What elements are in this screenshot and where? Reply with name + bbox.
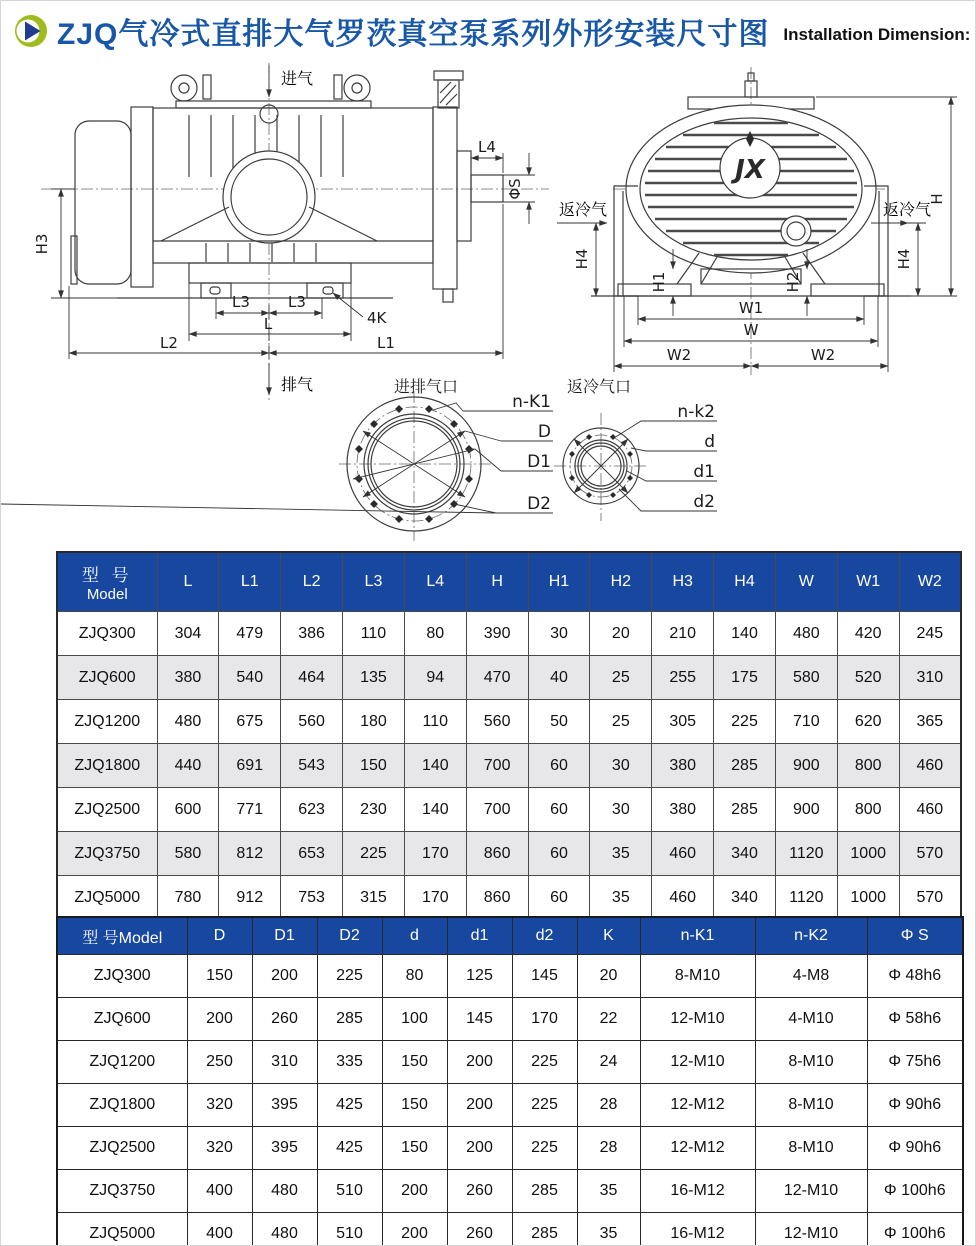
flange-return-title: 返冷气口	[567, 377, 632, 396]
dim-label-h2: H2	[784, 271, 802, 293]
value-cell: 94	[404, 656, 466, 700]
value-cell: 580	[157, 832, 219, 876]
flange-inout-title: 进排气口	[393, 377, 459, 396]
dim-label-w: W	[743, 321, 759, 339]
table-row	[57, 1084, 963, 1127]
dim-label-l4: L4	[478, 138, 496, 156]
end-view-drawing	[557, 67, 957, 375]
value-cell: 260	[252, 998, 317, 1041]
value-cell: 245	[899, 612, 961, 656]
value-cell: 40	[528, 656, 590, 700]
value-cell: 460	[899, 744, 961, 788]
value-cell: 540	[219, 656, 281, 700]
value-cell: 60	[528, 744, 590, 788]
value-cell: 395	[252, 1127, 317, 1170]
value-cell: 260	[447, 1170, 512, 1213]
value-cell: 30	[590, 788, 652, 832]
value-cell: 150	[187, 955, 252, 998]
table2-header-row	[57, 917, 963, 955]
value-cell: 860	[466, 832, 528, 876]
value-cell: 225	[714, 700, 776, 744]
value-cell: 12-M12	[640, 1084, 755, 1127]
table-row	[57, 1127, 963, 1170]
value-cell: 12-M12	[640, 1127, 755, 1170]
t1-column-header: L4	[404, 552, 466, 612]
value-cell: 8-M10	[755, 1127, 867, 1170]
value-cell: 653	[281, 832, 343, 876]
value-cell: 1120	[775, 832, 837, 876]
value-cell: 255	[652, 656, 714, 700]
value-cell: 150	[382, 1041, 447, 1084]
flange-inout-d-label: D	[537, 422, 551, 442]
t2-column-header: d1	[447, 917, 512, 955]
dim-label-return-air-left: 返冷气	[559, 200, 608, 219]
t1-column-header: H2	[590, 552, 652, 612]
dim-label-h1: H1	[650, 271, 668, 293]
value-cell: 150	[343, 744, 405, 788]
value-cell: 24	[577, 1041, 640, 1084]
value-cell: 310	[899, 656, 961, 700]
dim-label-exhaust: 排气	[281, 375, 314, 394]
value-cell: 16-M12	[640, 1170, 755, 1213]
value-cell: 479	[219, 612, 281, 656]
table-row	[57, 744, 961, 788]
value-cell: 225	[512, 1084, 577, 1127]
value-cell: 1120	[775, 876, 837, 921]
value-cell: 510	[317, 1170, 382, 1213]
value-cell: 12-M10	[640, 1041, 755, 1084]
value-cell: 8-M10	[755, 1084, 867, 1127]
value-cell: 140	[404, 744, 466, 788]
dim-label-h4-right: H4	[895, 248, 913, 270]
value-cell: 12-M10	[640, 998, 755, 1041]
t2-column-header: D2	[317, 917, 382, 955]
page-title-en: Installation Dimension:	[783, 25, 971, 44]
t2-column-header: K	[577, 917, 640, 955]
table-row	[57, 1041, 963, 1084]
value-cell: 425	[317, 1127, 382, 1170]
table1-header-row	[57, 552, 961, 612]
value-cell: 135	[343, 656, 405, 700]
t1-column-header: L1	[219, 552, 281, 612]
dim-label-intake: 进气	[281, 69, 314, 88]
value-cell: 304	[157, 612, 219, 656]
value-cell: 600	[157, 788, 219, 832]
value-cell: 22	[577, 998, 640, 1041]
dim-label-h3: H3	[33, 233, 51, 255]
value-cell: 200	[447, 1084, 512, 1127]
value-cell: 800	[837, 788, 899, 832]
value-cell: 305	[652, 700, 714, 744]
value-cell: 520	[837, 656, 899, 700]
value-cell: 60	[528, 832, 590, 876]
value-cell: 30	[528, 612, 590, 656]
value-cell: 8-M10	[755, 1041, 867, 1084]
value-cell: 771	[219, 788, 281, 832]
t1-column-header: W1	[837, 552, 899, 612]
value-cell: 812	[219, 832, 281, 876]
dim-label-return-air-right: 返冷气	[882, 200, 931, 219]
value-cell: 470	[466, 656, 528, 700]
flange-diagram-return	[554, 377, 717, 521]
page-title: ZJQ气冷式直排大气罗茨真空泵系列外形安装尺寸图	[57, 18, 770, 51]
value-cell: 460	[652, 832, 714, 876]
value-cell: 340	[714, 832, 776, 876]
value-cell: 8-M10	[640, 955, 755, 998]
value-cell: 20	[590, 612, 652, 656]
value-cell: 100	[382, 998, 447, 1041]
t1-column-header: L3	[343, 552, 405, 612]
model-cell: ZJQ300	[57, 955, 187, 998]
value-cell: 200	[382, 1213, 447, 1246]
value-cell: 620	[837, 700, 899, 744]
relief-valve	[434, 71, 463, 108]
value-cell: 25	[590, 656, 652, 700]
value-cell: Φ 75h6	[867, 1041, 963, 1084]
dim-label-4k: 4K	[367, 309, 387, 327]
value-cell: 675	[219, 700, 281, 744]
value-cell: 710	[775, 700, 837, 744]
value-cell: 320	[187, 1127, 252, 1170]
value-cell: 400	[187, 1213, 252, 1246]
value-cell: 780	[157, 876, 219, 921]
value-cell: 380	[652, 744, 714, 788]
dim-label-l: L	[263, 315, 273, 333]
value-cell: Φ 100h6	[867, 1170, 963, 1213]
value-cell: 80	[382, 955, 447, 998]
table-row	[57, 788, 961, 832]
value-cell: 480	[252, 1170, 317, 1213]
emblem-text: JX	[735, 155, 765, 185]
value-cell: 480	[775, 612, 837, 656]
dim-label-phi-s: ΦS	[506, 178, 524, 200]
value-cell: 145	[512, 955, 577, 998]
table-row	[57, 656, 961, 700]
value-cell: 60	[528, 788, 590, 832]
dim-label-l2: L2	[160, 334, 178, 352]
table-row	[57, 612, 961, 656]
t2-model-header: 型 号Model	[57, 917, 187, 955]
value-cell: 700	[466, 788, 528, 832]
value-cell: 25	[590, 700, 652, 744]
value-cell: 170	[512, 998, 577, 1041]
value-cell: Φ 58h6	[867, 998, 963, 1041]
table-row	[57, 1170, 963, 1213]
value-cell: 200	[252, 955, 317, 998]
value-cell: 900	[775, 788, 837, 832]
value-cell: 16-M12	[640, 1213, 755, 1246]
model-cell: ZJQ2500	[57, 788, 157, 832]
value-cell: 460	[899, 788, 961, 832]
value-cell: 35	[577, 1170, 640, 1213]
value-cell: 140	[714, 612, 776, 656]
value-cell: 80	[404, 612, 466, 656]
value-cell: 110	[404, 700, 466, 744]
value-cell: 140	[404, 788, 466, 832]
value-cell: 35	[590, 832, 652, 876]
dimension-table-flange	[56, 916, 964, 1246]
value-cell: 285	[317, 998, 382, 1041]
value-cell: 425	[317, 1084, 382, 1127]
value-cell: 225	[512, 1127, 577, 1170]
t1-model-header	[57, 552, 157, 612]
value-cell: 480	[252, 1213, 317, 1246]
model-cell: ZJQ3750	[57, 1170, 187, 1213]
table-row	[57, 876, 961, 921]
value-cell: 50	[528, 700, 590, 744]
dim-label-h4-left: H4	[573, 248, 591, 270]
value-cell: 440	[157, 744, 219, 788]
value-cell: 175	[714, 656, 776, 700]
flange-return-bolt-label: n-k2	[677, 402, 715, 422]
model-cell: ZJQ1800	[57, 744, 157, 788]
value-cell: 800	[837, 744, 899, 788]
value-cell: 285	[714, 788, 776, 832]
value-cell: 395	[252, 1084, 317, 1127]
table-row	[57, 955, 963, 998]
value-cell: 150	[382, 1084, 447, 1127]
value-cell: 170	[404, 876, 466, 921]
model-cell: ZJQ600	[57, 998, 187, 1041]
value-cell: 420	[837, 612, 899, 656]
value-cell: 125	[447, 955, 512, 998]
value-cell: 390	[466, 612, 528, 656]
value-cell: 386	[281, 612, 343, 656]
value-cell: 150	[382, 1127, 447, 1170]
table-row	[57, 998, 963, 1041]
value-cell: 700	[466, 744, 528, 788]
value-cell: 180	[343, 700, 405, 744]
dim-label-w2-right: W2	[810, 346, 836, 364]
value-cell: 560	[281, 700, 343, 744]
flange-return-d-label: d	[704, 432, 715, 452]
value-cell: 12-M10	[755, 1213, 867, 1246]
t1-column-header: L	[157, 552, 219, 612]
value-cell: 753	[281, 876, 343, 921]
model-cell: ZJQ3750	[57, 832, 157, 876]
value-cell: 315	[343, 876, 405, 921]
table2-body	[57, 955, 963, 1246]
technical-drawing	[1, 1, 976, 549]
dim-label-h: H	[928, 193, 946, 205]
dimension-table-main	[56, 551, 962, 921]
value-cell: 1000	[837, 876, 899, 921]
value-cell: 310	[252, 1041, 317, 1084]
value-cell: 35	[577, 1213, 640, 1246]
dim-label-l3-right: L3	[288, 293, 306, 311]
model-cell: ZJQ300	[57, 612, 157, 656]
value-cell: 250	[187, 1041, 252, 1084]
value-cell: 210	[652, 612, 714, 656]
model-cell: ZJQ5000	[57, 1213, 187, 1246]
t1-column-header: L2	[281, 552, 343, 612]
value-cell: 510	[317, 1213, 382, 1246]
value-cell: 260	[447, 1213, 512, 1246]
t1-column-header: W2	[899, 552, 961, 612]
value-cell: 20	[577, 955, 640, 998]
flange-return-d2-label: d2	[693, 492, 715, 512]
value-cell: 230	[343, 788, 405, 832]
value-cell: Φ 90h6	[867, 1127, 963, 1170]
value-cell: Φ 100h6	[867, 1213, 963, 1246]
value-cell: 225	[317, 955, 382, 998]
flange-inout-bolt-label: n-K1	[512, 392, 551, 412]
t2-column-header: D1	[252, 917, 317, 955]
value-cell: 691	[219, 744, 281, 788]
dim-label-w2-left: W2	[666, 346, 692, 364]
model-cell: ZJQ1200	[57, 1041, 187, 1084]
value-cell: 35	[590, 876, 652, 921]
value-cell: 110	[343, 612, 405, 656]
value-cell: 464	[281, 656, 343, 700]
value-cell: 365	[899, 700, 961, 744]
value-cell: 200	[187, 998, 252, 1041]
model-cell: ZJQ600	[57, 656, 157, 700]
dim-label-l3-left: L3	[232, 293, 250, 311]
flange-inout-d2-label: D2	[527, 494, 551, 514]
value-cell: 400	[187, 1170, 252, 1213]
value-cell: 225	[343, 832, 405, 876]
value-cell: 570	[899, 876, 961, 921]
value-cell: 200	[382, 1170, 447, 1213]
t1-column-header: H3	[652, 552, 714, 612]
value-cell: 285	[512, 1213, 577, 1246]
model-cell: ZJQ5000	[57, 876, 157, 921]
t2-column-header: D	[187, 917, 252, 955]
t2-column-header: n-K2	[755, 917, 867, 955]
t2-column-header: Φ S	[867, 917, 963, 955]
t1-column-header: H	[466, 552, 528, 612]
value-cell: 570	[899, 832, 961, 876]
t1-model-header-cn: 型 号	[81, 566, 133, 585]
value-cell: 200	[447, 1127, 512, 1170]
table-row	[57, 832, 961, 876]
value-cell: 4-M10	[755, 998, 867, 1041]
model-cell: ZJQ1200	[57, 700, 157, 744]
value-cell: 900	[775, 744, 837, 788]
table-row	[57, 1213, 963, 1246]
model-cell: ZJQ2500	[57, 1127, 187, 1170]
value-cell: 320	[187, 1084, 252, 1127]
t2-column-header: n-K1	[640, 917, 755, 955]
value-cell: 28	[577, 1084, 640, 1127]
model-cell: ZJQ1800	[57, 1084, 187, 1127]
dim-label-w1: W1	[738, 299, 764, 317]
flange-inout-d1-label: D1	[527, 452, 551, 472]
value-cell: 12-M10	[755, 1170, 867, 1213]
value-cell: 28	[577, 1127, 640, 1170]
value-cell: 285	[512, 1170, 577, 1213]
value-cell: 543	[281, 744, 343, 788]
value-cell: 4-M8	[755, 955, 867, 998]
table-row	[57, 700, 961, 744]
table1-body	[57, 612, 961, 921]
value-cell: 200	[447, 1041, 512, 1084]
value-cell: 480	[157, 700, 219, 744]
side-view-drawing	[33, 63, 549, 401]
value-cell: 30	[590, 744, 652, 788]
value-cell: 1000	[837, 832, 899, 876]
value-cell: 912	[219, 876, 281, 921]
value-cell: 340	[714, 876, 776, 921]
value-cell: 335	[317, 1041, 382, 1084]
cooling-fins-bottom	[206, 243, 316, 262]
t2-column-header: d	[382, 917, 447, 955]
value-cell: 225	[512, 1041, 577, 1084]
flange-diagram-inout	[1, 377, 553, 541]
dim-label-l1: L1	[377, 334, 395, 352]
t2-column-header: d2	[512, 917, 577, 955]
value-cell: 170	[404, 832, 466, 876]
value-cell: Φ 90h6	[867, 1084, 963, 1127]
value-cell: 860	[466, 876, 528, 921]
value-cell: 580	[775, 656, 837, 700]
t1-column-header: H1	[528, 552, 590, 612]
t1-column-header: H4	[714, 552, 776, 612]
value-cell: 380	[652, 788, 714, 832]
t1-model-header-en: Model	[86, 586, 128, 603]
value-cell: 145	[447, 998, 512, 1041]
value-cell: 60	[528, 876, 590, 921]
flange-return-d1-label: d1	[693, 462, 715, 482]
t1-column-header: W	[775, 552, 837, 612]
value-cell: 460	[652, 876, 714, 921]
value-cell: 285	[714, 744, 776, 788]
value-cell: 560	[466, 700, 528, 744]
value-cell: 380	[157, 656, 219, 700]
value-cell: 623	[281, 788, 343, 832]
value-cell: Φ 48h6	[867, 955, 963, 998]
